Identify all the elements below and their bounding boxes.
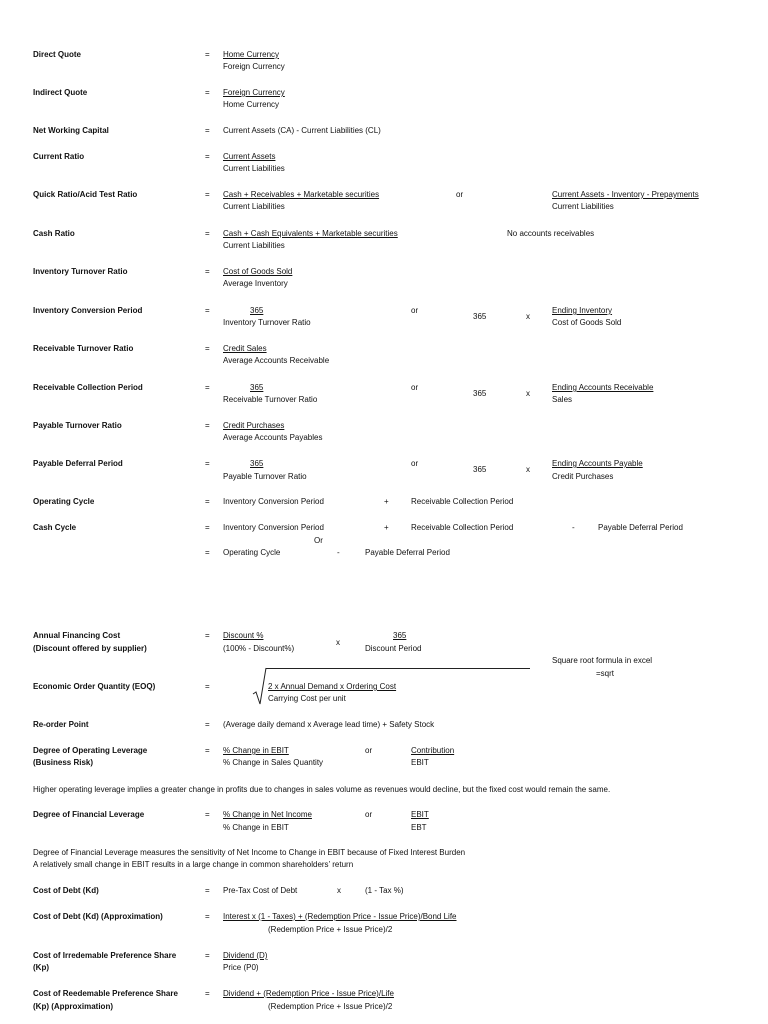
- inventory-turnover-denominator: Average Inventory: [223, 279, 288, 288]
- label-net-working-capital: Net Working Capital: [33, 126, 109, 135]
- equals-sign: =: [205, 190, 210, 199]
- equals-sign: =: [205, 126, 210, 135]
- dol-denominator: % Change in Sales Quantity: [223, 758, 324, 767]
- afc-numerator-2: 365: [393, 631, 407, 640]
- times-sign: x: [526, 312, 530, 321]
- label-redeemable-preference-sub: (Kp) (Approximation): [33, 1002, 113, 1011]
- inventory-conversion-numerator: 365: [250, 306, 264, 315]
- or-word: or: [411, 383, 419, 392]
- equals-sign: =: [205, 682, 210, 691]
- dfl-alt-numerator: EBIT: [411, 810, 429, 819]
- times-sign: x: [337, 886, 341, 895]
- cash-cycle-term-c: Payable Deferral Period: [598, 523, 683, 532]
- cost-of-debt-approx-denominator: (Redemption Price + Issue Price)/2: [268, 925, 393, 934]
- redeemable-preference-denominator: (Redemption Price + Issue Price)/2: [268, 1002, 393, 1011]
- equals-sign: =: [205, 548, 210, 557]
- times-sign: x: [526, 465, 530, 474]
- payable-deferral-multiplier: 365: [473, 465, 487, 474]
- times-sign: x: [526, 389, 530, 398]
- label-irredeemable-preference-sub: (Kp): [33, 963, 49, 972]
- irredeemable-preference-denominator: Price (P0): [223, 963, 259, 972]
- equals-sign: =: [205, 306, 210, 315]
- label-reorder-point: Re-order Point: [33, 720, 89, 729]
- inventory-conversion-alt-numerator: Ending Inventory: [552, 306, 613, 315]
- receivable-turnover-numerator: Credit Sales: [223, 344, 267, 353]
- or-word: or: [456, 190, 464, 199]
- receivable-collection-multiplier: 365: [473, 389, 487, 398]
- irredeemable-preference-numerator: Dividend (D): [223, 951, 268, 960]
- eoq-note-2: =sqrt: [596, 669, 615, 678]
- label-dol: Degree of Operating Leverage: [33, 746, 148, 755]
- quick-ratio-numerator: Cash + Receivables + Marketable securities: [223, 190, 380, 199]
- cash-cycle-term-b: Receivable Collection Period: [411, 523, 514, 532]
- payable-deferral-alt-denominator: Credit Purchases: [552, 472, 614, 481]
- cash-ratio-note: No accounts receivables: [507, 229, 595, 238]
- cash-cycle-term-a: Inventory Conversion Period: [223, 523, 324, 532]
- cash-cycle-alt-term-a: Operating Cycle: [223, 548, 281, 557]
- payable-deferral-alt-numerator: Ending Accounts Payable: [552, 459, 643, 468]
- equals-sign: =: [205, 720, 210, 729]
- or-word: or: [411, 306, 419, 315]
- label-cost-of-debt-approx: Cost of Debt (Kd) (Approximation): [33, 912, 163, 921]
- label-eoq: Economic Order Quantity (EOQ): [33, 682, 156, 691]
- label-payable-deferral: Payable Deferral Period: [33, 459, 123, 468]
- inventory-turnover-numerator: Cost of Goods Sold: [223, 267, 293, 276]
- equals-sign: =: [205, 152, 210, 161]
- reorder-point-expression: (Average daily demand x Average lead time) + Safety Stock: [223, 720, 435, 729]
- or-word: or: [365, 810, 373, 819]
- payable-turnover-numerator: Credit Purchases: [223, 421, 285, 430]
- receivable-collection-numerator: 365: [250, 383, 264, 392]
- afc-denominator: (100% - Discount%): [223, 644, 295, 653]
- current-ratio-denominator: Current Liabilities: [223, 164, 285, 173]
- direct-quote-numerator: Home Currency: [223, 50, 280, 59]
- equals-sign: =: [205, 746, 210, 755]
- label-operating-cycle: Operating Cycle: [33, 497, 95, 506]
- eoq-note-1: Square root formula in excel: [552, 656, 653, 665]
- cash-ratio-numerator: Cash + Cash Equivalents + Marketable securities: [223, 229, 398, 238]
- indirect-quote-numerator: Foreign Currency: [223, 88, 285, 97]
- payable-turnover-denominator: Average Accounts Payables: [223, 433, 323, 442]
- direct-quote-denominator: Foreign Currency: [223, 62, 285, 71]
- afc-denominator-2: Discount Period: [365, 644, 422, 653]
- plus-sign: +: [384, 497, 389, 506]
- quick-ratio-alt-numerator: Current Assets - Inventory - Prepayments: [552, 190, 699, 199]
- receivable-turnover-denominator: Average Accounts Receivable: [223, 356, 330, 365]
- cash-ratio-denominator: Current Liabilities: [223, 241, 285, 250]
- payable-deferral-denominator: Payable Turnover Ratio: [223, 472, 307, 481]
- label-indirect-quote: Indirect Quote: [33, 88, 88, 97]
- payable-deferral-numerator: 365: [250, 459, 264, 468]
- quick-ratio-alt-denominator: Current Liabilities: [552, 202, 614, 211]
- dfl-numerator: % Change in Net Income: [223, 810, 312, 819]
- equals-sign: =: [205, 459, 210, 468]
- label-direct-quote: Direct Quote: [33, 50, 82, 59]
- inventory-conversion-multiplier: 365: [473, 312, 487, 321]
- equals-sign: =: [205, 951, 210, 960]
- or-word-cap: Or: [314, 536, 323, 545]
- equals-sign: =: [205, 383, 210, 392]
- dfl-note-2: A relatively small change in EBIT results in a large change in common shareholders’ return: [33, 860, 354, 869]
- label-current-ratio: Current Ratio: [33, 152, 85, 161]
- inventory-conversion-denominator: Inventory Turnover Ratio: [223, 318, 311, 327]
- operating-cycle-term-a: Inventory Conversion Period: [223, 497, 324, 506]
- label-annual-financing-cost: Annual Financing Cost: [33, 631, 121, 640]
- or-word: or: [365, 746, 373, 755]
- cash-cycle-alt-term-b: Payable Deferral Period: [365, 548, 450, 557]
- dol-numerator: % Change in EBIT: [223, 746, 289, 755]
- plus-sign: +: [384, 523, 389, 532]
- minus-sign: -: [572, 523, 575, 532]
- dol-alt-numerator: Contribution: [411, 746, 455, 755]
- equals-sign: =: [205, 989, 210, 998]
- label-cash-cycle: Cash Cycle: [33, 523, 77, 532]
- cost-of-debt-approx-numerator: Interest x (1 - Taxes) + (Redemption Price - Issue Price)/Bond Life: [223, 912, 457, 921]
- receivable-collection-alt-numerator: Ending Accounts Receivable: [552, 383, 654, 392]
- or-word: or: [411, 459, 419, 468]
- dfl-note-1: Degree of Financial Leverage measures the sensitivity of Net Income to Change in EBIT because of Fixed Interest Burden: [33, 848, 466, 857]
- label-irredeemable-preference: Cost of Irredemable Preference Share: [33, 951, 177, 960]
- label-cost-of-debt: Cost of Debt (Kd): [33, 886, 99, 895]
- label-payable-turnover: Payable Turnover Ratio: [33, 421, 122, 430]
- label-redeemable-preference: Cost of Reedemable Preference Share: [33, 989, 178, 998]
- label-dfl: Degree of Financial Leverage: [33, 810, 145, 819]
- sqrt-overbar: [266, 668, 530, 669]
- equals-sign: =: [205, 912, 210, 921]
- label-inventory-conversion: Inventory Conversion Period: [33, 306, 143, 315]
- indirect-quote-denominator: Home Currency: [223, 100, 280, 109]
- equals-sign: =: [205, 50, 210, 59]
- equals-sign: =: [205, 810, 210, 819]
- receivable-collection-alt-denominator: Sales: [552, 395, 573, 404]
- label-receivable-turnover: Receivable Turnover Ratio: [33, 344, 134, 353]
- equals-sign: =: [205, 497, 210, 506]
- dfl-denominator: % Change in EBIT: [223, 823, 289, 832]
- afc-numerator: Discount %: [223, 631, 264, 640]
- equals-sign: =: [205, 886, 210, 895]
- equals-sign: =: [205, 523, 210, 532]
- label-quick-ratio: Quick Ratio/Acid Test Ratio: [33, 190, 138, 199]
- label-dol-sub: (Business Risk): [33, 758, 94, 767]
- label-receivable-collection: Receivable Collection Period: [33, 383, 143, 392]
- eoq-denominator: Carrying Cost per unit: [268, 694, 346, 703]
- dol-alt-denominator: EBIT: [411, 758, 429, 767]
- square-root-icon: [253, 676, 267, 706]
- label-cash-ratio: Cash Ratio: [33, 229, 75, 238]
- nwc-expression: Current Assets (CA) - Current Liabilities (CL): [223, 126, 381, 135]
- equals-sign: =: [205, 229, 210, 238]
- receivable-collection-denominator: Receivable Turnover Ratio: [223, 395, 318, 404]
- inventory-conversion-alt-denominator: Cost of Goods Sold: [552, 318, 622, 327]
- times-sign: x: [336, 638, 340, 647]
- dol-note: Higher operating leverage implies a greater change in profits due to changes in sales volume as revenues would decline, but the fixed cost would remain the same.: [33, 785, 611, 794]
- equals-sign: =: [205, 631, 210, 640]
- equals-sign: =: [205, 267, 210, 276]
- current-ratio-numerator: Current Assets: [223, 152, 276, 161]
- quick-ratio-denominator: Current Liabilities: [223, 202, 285, 211]
- equals-sign: =: [205, 88, 210, 97]
- label-inventory-turnover: Inventory Turnover Ratio: [33, 267, 128, 276]
- eoq-numerator: 2 x Annual Demand x Ordering Cost: [268, 682, 397, 691]
- redeemable-preference-numerator: Dividend + (Redemption Price - Issue Price)/Life: [223, 989, 394, 998]
- minus-sign: -: [337, 548, 340, 557]
- cost-of-debt-term-a: Pre-Tax Cost of Debt: [223, 886, 298, 895]
- operating-cycle-term-b: Receivable Collection Period: [411, 497, 514, 506]
- label-annual-financing-cost-sub: (Discount offered by supplier): [33, 644, 147, 653]
- equals-sign: =: [205, 344, 210, 353]
- dfl-alt-denominator: EBT: [411, 823, 427, 832]
- equals-sign: =: [205, 421, 210, 430]
- cost-of-debt-term-b: (1 - Tax %): [365, 886, 404, 895]
